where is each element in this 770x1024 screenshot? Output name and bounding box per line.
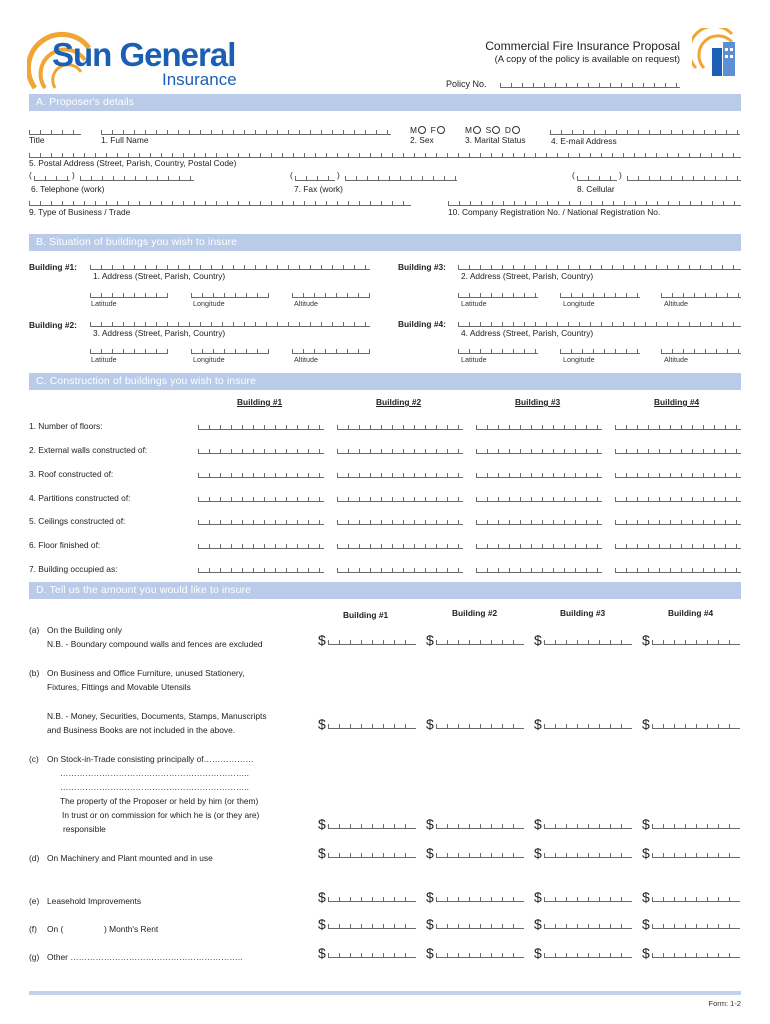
dollar-sign: $ xyxy=(318,632,326,648)
registration-field[interactable] xyxy=(448,198,741,206)
building-4-longitude-field[interactable] xyxy=(560,346,640,354)
amount-field-building-1[interactable] xyxy=(328,850,416,858)
building-2-lat-label: Latitude xyxy=(91,355,117,364)
dollar-sign: $ xyxy=(318,716,326,732)
business-type-field[interactable] xyxy=(29,198,411,206)
c-row-label: 6. Floor finished of: xyxy=(29,540,101,550)
building-4-address-field[interactable] xyxy=(458,319,741,327)
building-4-latitude-field[interactable] xyxy=(458,346,538,354)
item-e-key: (e) xyxy=(29,896,40,906)
c-row-field-building-4[interactable] xyxy=(615,494,741,502)
item-c-note-2: In trust or on commission for which he is (or they are) xyxy=(62,810,260,820)
dollar-sign: $ xyxy=(426,916,434,932)
cellular-label: 8. Cellular xyxy=(577,184,615,194)
amount-field-building-3[interactable] xyxy=(544,721,632,729)
ms-m-radio[interactable] xyxy=(473,126,481,134)
footer-bar xyxy=(29,991,741,995)
item-e-label: Leasehold Improvements xyxy=(47,896,142,906)
c-row-label: 2. External walls constructed of: xyxy=(29,445,148,455)
c-col-building-1: Building #1 xyxy=(237,397,283,407)
c-row-field-building-2[interactable] xyxy=(337,541,463,549)
c-row-label: 4. Partitions constructed of: xyxy=(29,493,131,503)
full-name-label: 1. Full Name xyxy=(101,135,149,145)
dollar-sign: $ xyxy=(318,889,326,905)
cell-area-field[interactable] xyxy=(577,173,617,181)
building-3-longitude-field[interactable] xyxy=(560,290,640,298)
item-g-label: Other …………………………………………………….. xyxy=(47,952,243,962)
amount-field-building-3[interactable] xyxy=(544,850,632,858)
brand-name: Sun General xyxy=(52,36,236,73)
item-g-key: (g) xyxy=(29,952,40,962)
amount-field-building-4[interactable] xyxy=(652,950,740,958)
amount-field-building-4[interactable] xyxy=(652,894,740,902)
c-row-field-building-2[interactable] xyxy=(337,422,463,430)
amount-field-building-4[interactable] xyxy=(652,637,740,645)
building-3-alt-label: Altitude xyxy=(664,299,688,308)
c-row-field-building-3[interactable] xyxy=(476,494,602,502)
item-a-note: N.B. - Boundary compound walls and fences are excluded xyxy=(47,639,263,649)
dollar-sign: $ xyxy=(318,916,326,932)
building-4-lat-label: Latitude xyxy=(461,355,487,364)
dollar-sign: $ xyxy=(642,916,650,932)
dollar-sign: $ xyxy=(318,845,326,861)
c-row-field-building-4[interactable] xyxy=(615,446,741,454)
dollar-sign: $ xyxy=(426,816,434,832)
amount-field-building-3[interactable] xyxy=(544,821,632,829)
dollar-sign: $ xyxy=(534,845,542,861)
sex-f-radio[interactable] xyxy=(437,126,445,134)
d-col-building-1: Building #1 xyxy=(343,610,389,620)
c-row-field-building-3[interactable] xyxy=(476,470,602,478)
item-f-label-open: On ( xyxy=(47,924,64,934)
section-d-header: D. Tell us the amount you would like to insure xyxy=(29,582,741,599)
c-row-field-building-4[interactable] xyxy=(615,541,741,549)
building-1-label: Building #1: xyxy=(29,262,77,272)
brand-subtitle: Insurance xyxy=(162,70,237,89)
item-c-dots-1: ………………………………………………………….. xyxy=(60,768,249,778)
c-row-field-building-3[interactable] xyxy=(476,446,602,454)
dollar-sign: $ xyxy=(642,945,650,961)
d-col-building-4: Building #4 xyxy=(668,608,714,618)
form-subtitle: (A copy of the policy is available on request) xyxy=(494,54,680,65)
item-a-label: On the Building only xyxy=(47,625,122,635)
dollar-sign: $ xyxy=(534,716,542,732)
fax-label: 7. Fax (work) xyxy=(294,184,343,194)
ms-m-label: M xyxy=(465,125,472,135)
telephone-label: 6. Telephone (work) xyxy=(31,184,105,194)
c-col-building-2: Building #2 xyxy=(376,397,422,407)
dollar-sign: $ xyxy=(534,632,542,648)
amount-field-building-1[interactable] xyxy=(328,721,416,729)
amount-field-building-2[interactable] xyxy=(436,721,524,729)
building-1-address-label: 1. Address (Street, Parish, Country) xyxy=(93,271,226,281)
policy-no-label: Policy No. xyxy=(446,79,487,89)
full-name-field[interactable] xyxy=(101,127,391,135)
c-row-field-building-3[interactable] xyxy=(476,422,602,430)
c-col-building-3: Building #3 xyxy=(515,397,561,407)
sex-m-radio[interactable] xyxy=(418,126,426,134)
c-row-field-building-2[interactable] xyxy=(337,565,463,573)
building-2-lon-label: Longitude xyxy=(193,355,225,364)
c-row-field-building-4[interactable] xyxy=(615,565,741,573)
item-f-label-close: ) Month's Rent xyxy=(104,924,159,934)
sex-f-label: F xyxy=(430,125,436,135)
amount-field-building-4[interactable] xyxy=(652,821,740,829)
building-3-address-field[interactable] xyxy=(458,262,741,270)
building-1-address-field[interactable] xyxy=(90,262,370,270)
amount-field-building-2[interactable] xyxy=(436,637,524,645)
item-b-note-1: N.B. - Money, Securities, Documents, Stamps, Manuscripts xyxy=(47,711,267,721)
dollar-sign: $ xyxy=(426,945,434,961)
amount-field-building-3[interactable] xyxy=(544,637,632,645)
fax-paren-open: ( xyxy=(290,170,293,180)
building-4-address-label: 4. Address (Street, Parish, Country) xyxy=(461,328,594,338)
ms-s-label: S xyxy=(485,125,492,135)
amount-field-building-3[interactable] xyxy=(544,894,632,902)
policy-no-field[interactable] xyxy=(500,80,680,88)
building-2-label: Building #2: xyxy=(29,320,77,330)
dollar-sign: $ xyxy=(426,889,434,905)
amount-field-building-2[interactable] xyxy=(436,821,524,829)
ms-d-label: D xyxy=(504,125,511,135)
amount-field-building-2[interactable] xyxy=(436,921,524,929)
c-row-label: 1. Number of floors: xyxy=(29,421,103,431)
title-field[interactable] xyxy=(29,127,81,135)
item-f-key: (f) xyxy=(29,924,37,934)
building-4-alt-label: Altitude xyxy=(664,355,688,364)
dollar-sign: $ xyxy=(534,945,542,961)
cell-paren-close: ) xyxy=(619,170,622,180)
c-row-field-building-2[interactable] xyxy=(337,446,463,454)
building-1-lat-label: Latitude xyxy=(91,299,117,308)
building-4-lon-label: Longitude xyxy=(563,355,595,364)
building-3-address-label: 2. Address (Street, Parish, Country) xyxy=(461,271,594,281)
building-2-latitude-field[interactable] xyxy=(90,346,168,354)
c-row-field-building-2[interactable] xyxy=(337,470,463,478)
building-1-alt-label: Altitude xyxy=(294,299,318,308)
amount-field-building-1[interactable] xyxy=(328,821,416,829)
c-row-field-building-1[interactable] xyxy=(198,422,324,430)
fax-paren-close: ) xyxy=(337,170,340,180)
building-2-longitude-field[interactable] xyxy=(191,346,269,354)
amount-field-building-1[interactable] xyxy=(328,894,416,902)
dollar-sign: $ xyxy=(426,845,434,861)
email-field[interactable] xyxy=(550,127,740,135)
section-c-header: C. Construction of buildings you wish to insure xyxy=(29,373,741,390)
building-4-label: Building #4: xyxy=(398,319,446,329)
building-2-altitude-field[interactable] xyxy=(292,346,370,354)
dollar-sign: $ xyxy=(642,632,650,648)
item-b-label-1: On Business and Office Furniture, unused Stationery, xyxy=(47,668,245,678)
amount-field-building-2[interactable] xyxy=(436,894,524,902)
sex-m-label: M xyxy=(410,125,417,135)
amount-field-building-3[interactable] xyxy=(544,921,632,929)
tel-area-field[interactable] xyxy=(34,173,70,181)
registration-label: 10. Company Registration No. / National Registration No. xyxy=(448,207,661,217)
marital-status-label: 3. Marital Status xyxy=(465,135,526,145)
c-col-building-4: Building #4 xyxy=(654,397,700,407)
building-3-latitude-field[interactable] xyxy=(458,290,538,298)
c-row-field-building-1[interactable] xyxy=(198,565,324,573)
d-col-building-2: Building #2 xyxy=(452,608,498,618)
item-b-note-2: and Business Books are not included in the above. xyxy=(47,725,236,735)
amount-field-building-4[interactable] xyxy=(652,850,740,858)
amount-field-building-3[interactable] xyxy=(544,950,632,958)
dollar-sign: $ xyxy=(426,632,434,648)
email-label: 4. E-mail Address xyxy=(551,136,617,146)
item-c-note-3: responsible xyxy=(63,824,106,834)
building-3-lon-label: Longitude xyxy=(563,299,595,308)
c-row-field-building-3[interactable] xyxy=(476,517,602,525)
building-2-address-field[interactable] xyxy=(90,319,370,327)
c-row-label: 5. Ceilings constructed of: xyxy=(29,516,126,526)
amount-field-building-1[interactable] xyxy=(328,637,416,645)
building-logo-icon xyxy=(692,28,744,78)
cellular-field[interactable] xyxy=(627,173,741,181)
c-row-field-building-4[interactable] xyxy=(615,422,741,430)
amount-field-building-2[interactable] xyxy=(436,850,524,858)
c-row-field-building-1[interactable] xyxy=(198,494,324,502)
dollar-sign: $ xyxy=(642,889,650,905)
item-c-note-1: The property of the Proposer or held by him (or them) xyxy=(60,796,259,806)
fax-area-field[interactable] xyxy=(295,173,335,181)
dollar-sign: $ xyxy=(534,889,542,905)
telephone-field[interactable] xyxy=(80,173,194,181)
building-3-altitude-field[interactable] xyxy=(661,290,741,298)
building-2-alt-label: Altitude xyxy=(294,355,318,364)
c-row-field-building-1[interactable] xyxy=(198,541,324,549)
section-a-header: A. Proposer's details xyxy=(29,94,741,111)
ms-s-radio[interactable] xyxy=(492,126,500,134)
dollar-sign: $ xyxy=(534,816,542,832)
item-d-label: On Machinery and Plant mounted and in use xyxy=(47,853,213,863)
dollar-sign: $ xyxy=(534,916,542,932)
building-2-address-label: 3. Address (Street, Parish, Country) xyxy=(93,328,226,338)
dollar-sign: $ xyxy=(642,816,650,832)
fax-field[interactable] xyxy=(345,173,457,181)
c-row-field-building-1[interactable] xyxy=(198,470,324,478)
sex-label: 2. Sex xyxy=(410,135,434,145)
item-b-key: (b) xyxy=(29,668,40,678)
building-1-longitude-field[interactable] xyxy=(191,290,269,298)
building-4-altitude-field[interactable] xyxy=(661,346,741,354)
amount-field-building-2[interactable] xyxy=(436,950,524,958)
postal-address-label: 5. Postal Address (Street, Parish, Country, Postal Code) xyxy=(29,158,237,168)
item-c-label: On Stock-in-Trade consisting principally of……………… xyxy=(47,754,254,764)
ms-d-radio[interactable] xyxy=(512,126,520,134)
dollar-sign: $ xyxy=(318,945,326,961)
c-row-field-building-1[interactable] xyxy=(198,517,324,525)
tel-paren-open: ( xyxy=(29,170,32,180)
c-row-field-building-4[interactable] xyxy=(615,470,741,478)
c-row-label: 3. Roof constructed of: xyxy=(29,469,114,479)
c-row-field-building-3[interactable] xyxy=(476,565,602,573)
cell-paren-open: ( xyxy=(572,170,575,180)
item-c-key: (c) xyxy=(29,754,39,764)
item-a-key: (a) xyxy=(29,625,40,635)
building-1-lon-label: Longitude xyxy=(193,299,225,308)
dollar-sign: $ xyxy=(318,816,326,832)
building-1-altitude-field[interactable] xyxy=(292,290,370,298)
form-title: Commercial Fire Insurance Proposal xyxy=(485,39,680,53)
form-number: Form: 1-2 xyxy=(708,999,741,1008)
dollar-sign: $ xyxy=(642,845,650,861)
item-d-key: (d) xyxy=(29,853,40,863)
business-type-label: 9. Type of Business / Trade xyxy=(29,207,131,217)
title-label: Title xyxy=(29,135,45,145)
amount-field-building-1[interactable] xyxy=(328,921,416,929)
c-row-field-building-4[interactable] xyxy=(615,517,741,525)
building-3-lat-label: Latitude xyxy=(461,299,487,308)
dollar-sign: $ xyxy=(426,716,434,732)
tel-paren-close: ) xyxy=(72,170,75,180)
c-row-field-building-1[interactable] xyxy=(198,446,324,454)
postal-address-field[interactable] xyxy=(29,150,741,158)
dollar-sign: $ xyxy=(642,716,650,732)
amount-field-building-1[interactable] xyxy=(328,950,416,958)
c-row-field-building-3[interactable] xyxy=(476,541,602,549)
c-row-field-building-2[interactable] xyxy=(337,517,463,525)
item-c-dots-2: ………………………………………………………….. xyxy=(60,782,249,792)
amount-field-building-4[interactable] xyxy=(652,921,740,929)
building-1-latitude-field[interactable] xyxy=(90,290,168,298)
item-b-label-2: Fixtures, Fittings and Movable Utensils xyxy=(47,682,191,692)
c-row-label: 7. Building occupied as: xyxy=(29,564,118,574)
building-3-label: Building #3: xyxy=(398,262,446,272)
d-col-building-3: Building #3 xyxy=(560,608,606,618)
section-b-header: B. Situation of buildings you wish to insure xyxy=(29,234,741,251)
c-row-field-building-2[interactable] xyxy=(337,494,463,502)
amount-field-building-4[interactable] xyxy=(652,721,740,729)
